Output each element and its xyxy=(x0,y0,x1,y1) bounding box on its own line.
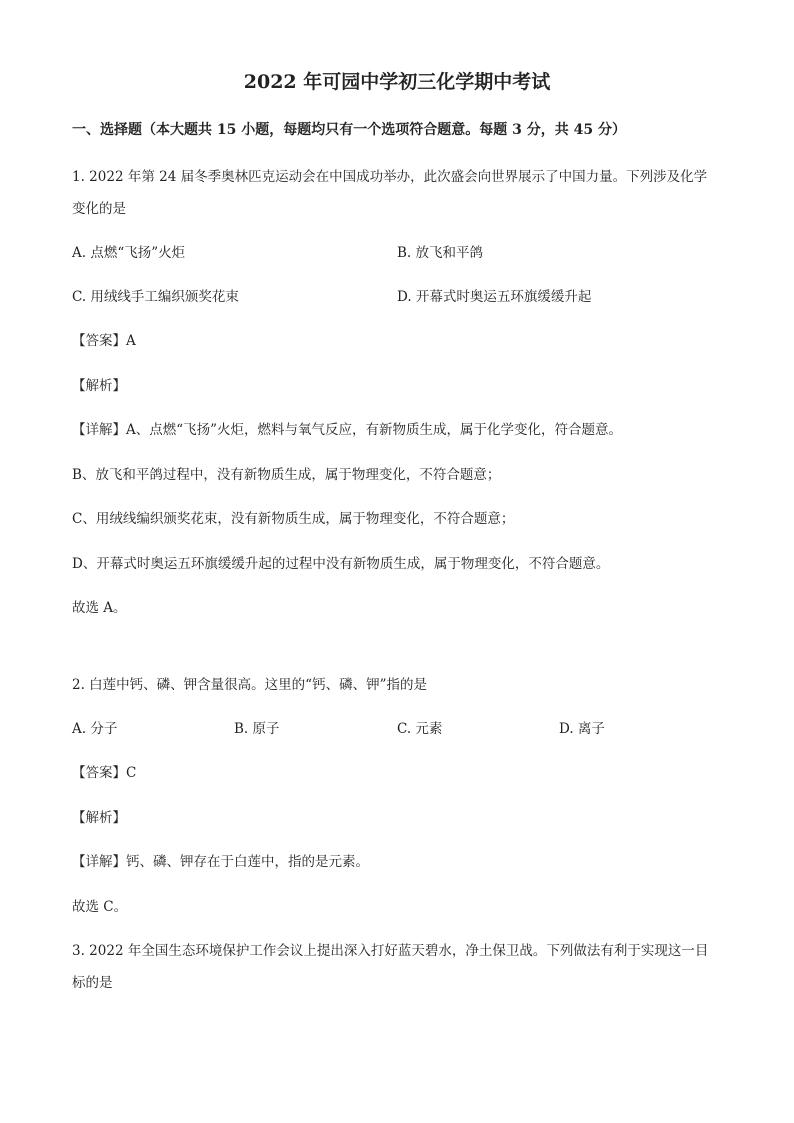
q2-conclusion: 故选 C。 xyxy=(72,899,128,915)
q1-analysis-label: 【解析】 xyxy=(72,378,126,394)
q1-option-a: A. 点燃“飞扬”火炬 xyxy=(72,245,186,261)
q2-stem: 2. 白莲中钙、磷、钾含量很高。这里的“钙、磷、钾”指的是 xyxy=(72,677,427,693)
q1-stem-line1: 1. 2022 年第 24 届冬季奥林匹克运动会在中国成功举办，此次盛会向世界展示了中国力量。下列涉及化学 xyxy=(72,169,708,185)
exam-title: 2022 年可园中学初三化学期中考试 xyxy=(243,71,551,93)
q1-conclusion: 故选 A。 xyxy=(72,600,127,616)
q2-detail: 【详解】钙、磷、钾存在于白莲中，指的是元素。 xyxy=(72,854,369,870)
q2-option-b: B. 原子 xyxy=(234,721,280,737)
q3-stem-line2: 标的是 xyxy=(72,975,113,991)
q2-option-d: D. 离子 xyxy=(559,721,605,737)
q1-explain-c: C、用绒线编织颁奖花束，没有新物质生成，属于物理变化，不符合题意； xyxy=(72,511,515,527)
q1-detail: 【详解】A、点燃“飞扬”火炬，燃料与氧气反应，有新物质生成，属于化学变化，符合题意。 xyxy=(72,422,623,438)
q1-option-b: B. 放飞和平鸽 xyxy=(397,245,484,261)
q3-stem-line1: 3. 2022 年全国生态环境保护工作会议上提出深入打好蓝天碧水，净土保卫战。下列做法有利于实现这一目 xyxy=(72,943,709,959)
q1-option-c: C. 用绒线手工编织颁奖花束 xyxy=(72,289,239,305)
q2-option-c: C. 元素 xyxy=(397,721,443,737)
q1-explain-d: D、开幕式时奥运五环旗缓缓升起的过程中没有新物质生成，属于物理变化，不符合题意。 xyxy=(72,556,610,572)
q2-answer: 【答案】C xyxy=(72,765,137,781)
q2-option-a: A. 分子 xyxy=(72,721,118,737)
q1-stem-line2: 变化的是 xyxy=(72,201,126,217)
q1-option-d: D. 开幕式时奥运五环旗缓缓升起 xyxy=(397,289,592,305)
q1-explain-b: B、放飞和平鸽过程中，没有新物质生成，属于物理变化，不符合题意； xyxy=(72,467,501,483)
section-heading: 一、选择题（本大题共 15 小题，每题均只有一个选项符合题意。每题 3 分，共 45 分） xyxy=(72,122,626,138)
q1-answer: 【答案】A xyxy=(72,333,136,349)
q2-analysis-label: 【解析】 xyxy=(72,810,126,826)
